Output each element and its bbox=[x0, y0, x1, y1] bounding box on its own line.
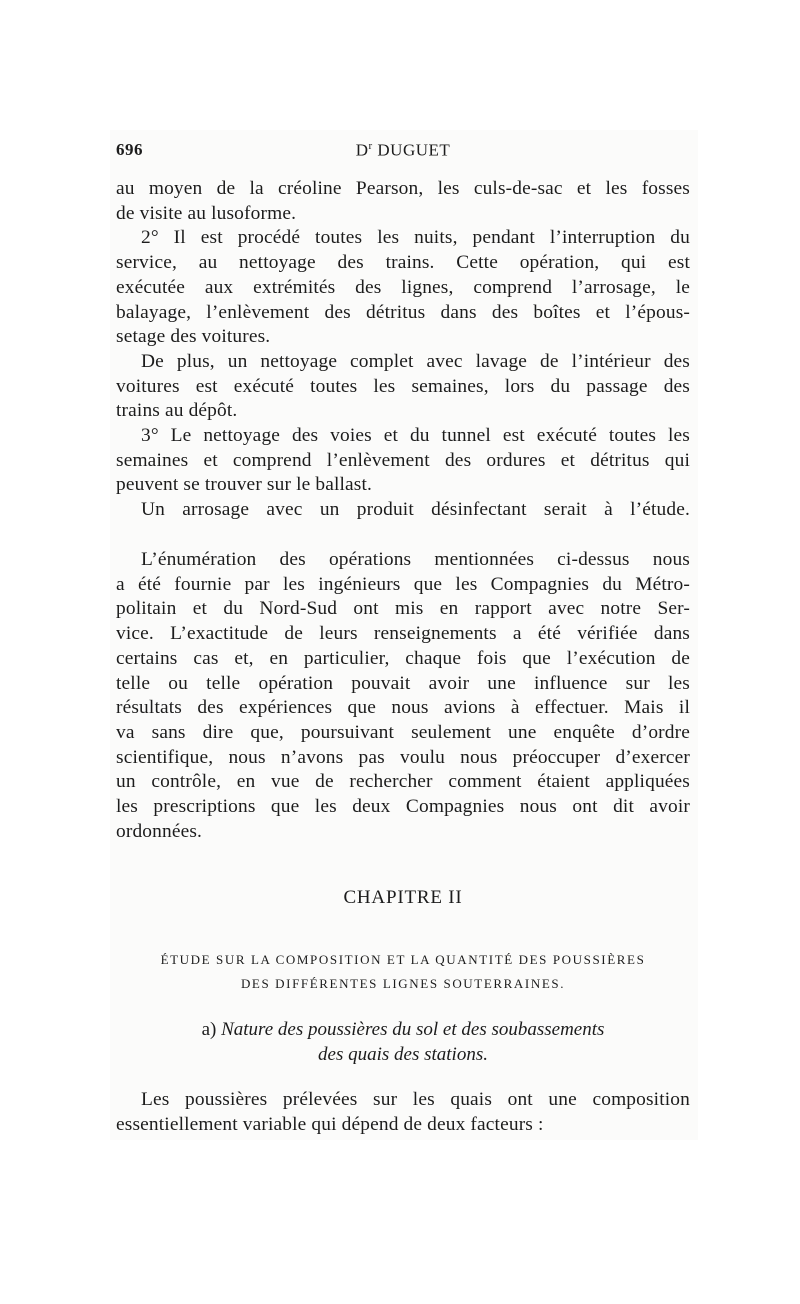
author-name: DUGUET bbox=[377, 140, 451, 160]
text-line: va sans dire que, poursuivant seulement une enquête d’ordre bbox=[116, 721, 690, 743]
text-line: De plus, un nettoyage complet avec lavage de l’intérieur des bbox=[141, 350, 690, 372]
paragraph bbox=[116, 498, 690, 523]
paragraph bbox=[116, 350, 690, 424]
text-line: ordonnées. bbox=[116, 820, 203, 842]
text-line: service, au nettoyage des trains. Cette opération, qui est bbox=[116, 252, 690, 274]
text-line: scientifique, nous n’avons pas voulu nous préoccuper d’exercer bbox=[116, 746, 690, 768]
text-line: 2° Il est procédé toutes les nuits, pendant l’interruption du bbox=[141, 227, 690, 249]
text-line: de visite au lusoforme. bbox=[116, 202, 297, 224]
text-line: au moyen de la créoline Pearson, les culs-de-sac et les fosses bbox=[116, 178, 690, 199]
text-line: 3° Le nettoyage des voies et du tunnel est exécuté toutes les bbox=[141, 425, 690, 447]
text-line: trains au dépôt. bbox=[116, 400, 238, 422]
paragraph bbox=[116, 177, 690, 226]
text-line: résultats des expériences que nous avions à effectuer. Mais il bbox=[116, 697, 690, 719]
section-heading-line: ÉTUDE SUR LA COMPOSITION ET LA QUANTITÉ DES POUSSIÈRES bbox=[160, 952, 646, 967]
subsection-heading bbox=[116, 1017, 690, 1067]
text-line: telle ou telle opération pouvait avoir une influence sur les bbox=[116, 672, 690, 694]
author-superscript: r bbox=[368, 140, 373, 152]
paragraph bbox=[116, 226, 690, 350]
text-line: balayage, l’enlèvement des détritus dans des boîtes et l’épous- bbox=[116, 301, 690, 323]
text-line: politain et du Nord-Sud ont mis en rapport avec notre Ser- bbox=[116, 598, 690, 620]
subsection-heading-line-2 bbox=[116, 1042, 690, 1067]
paragraph bbox=[116, 1088, 690, 1137]
text-line: peuvent se trouver sur le ballast. bbox=[116, 474, 373, 496]
text-line: Les poussières prélevées sur les quais ont une composition bbox=[141, 1089, 690, 1110]
subsection-label: a) bbox=[201, 1019, 217, 1040]
text-line: les prescriptions que les deux Compagnies nous ont dit avoir bbox=[116, 796, 690, 818]
text-line: Un arrosage avec un produit désinfectant serait à l’étude. bbox=[141, 499, 690, 521]
subsection-title-part: Nature des poussières du sol et des soubassements bbox=[221, 1019, 605, 1040]
paragraph bbox=[116, 424, 690, 498]
author-prefix: D bbox=[355, 140, 369, 160]
subsection-title-part: des quais des stations. bbox=[318, 1044, 488, 1065]
text-line: setage des voitures. bbox=[116, 326, 271, 348]
text-line: L’énumération des opérations mentionnées ci-dessus nous bbox=[141, 549, 690, 570]
text-line: vice. L’exactitude de leurs renseignements a été vérifiée dans bbox=[116, 623, 690, 645]
text-line: a été fournie par les ingénieurs que les Compagnies du Métro- bbox=[116, 573, 690, 595]
text-line: semaines et comprend l’enlèvement des ordures et détritus qui bbox=[116, 449, 690, 471]
text-line: un contrôle, en vue de rechercher comment étaient appliquées bbox=[116, 771, 690, 793]
section-heading bbox=[116, 948, 690, 996]
chapter-title: CHAPITRE II bbox=[343, 887, 463, 908]
body-section-enumeration bbox=[116, 548, 690, 844]
running-head bbox=[116, 140, 690, 164]
body-section-cleaning bbox=[116, 177, 690, 523]
text-line: essentiellement variable qui dépend de deux facteurs : bbox=[116, 1113, 544, 1135]
text-line: certains cas et, en particulier, chaque fois que l’exécution de bbox=[116, 647, 690, 669]
text-line: exécutée aux extrémités des lignes, comprend l’arrosage, le bbox=[116, 276, 690, 298]
section-heading-line: DES DIFFÉRENTES LIGNES SOUTERRAINES. bbox=[240, 976, 566, 991]
subsection-heading-line-1 bbox=[116, 1017, 690, 1042]
page-number: 696 bbox=[116, 140, 143, 159]
body-section-dust bbox=[116, 1088, 690, 1137]
running-head-author bbox=[116, 140, 690, 161]
paragraph bbox=[116, 548, 690, 844]
text-line: voitures est exécuté toutes les semaines, lors du passage des bbox=[116, 375, 690, 397]
